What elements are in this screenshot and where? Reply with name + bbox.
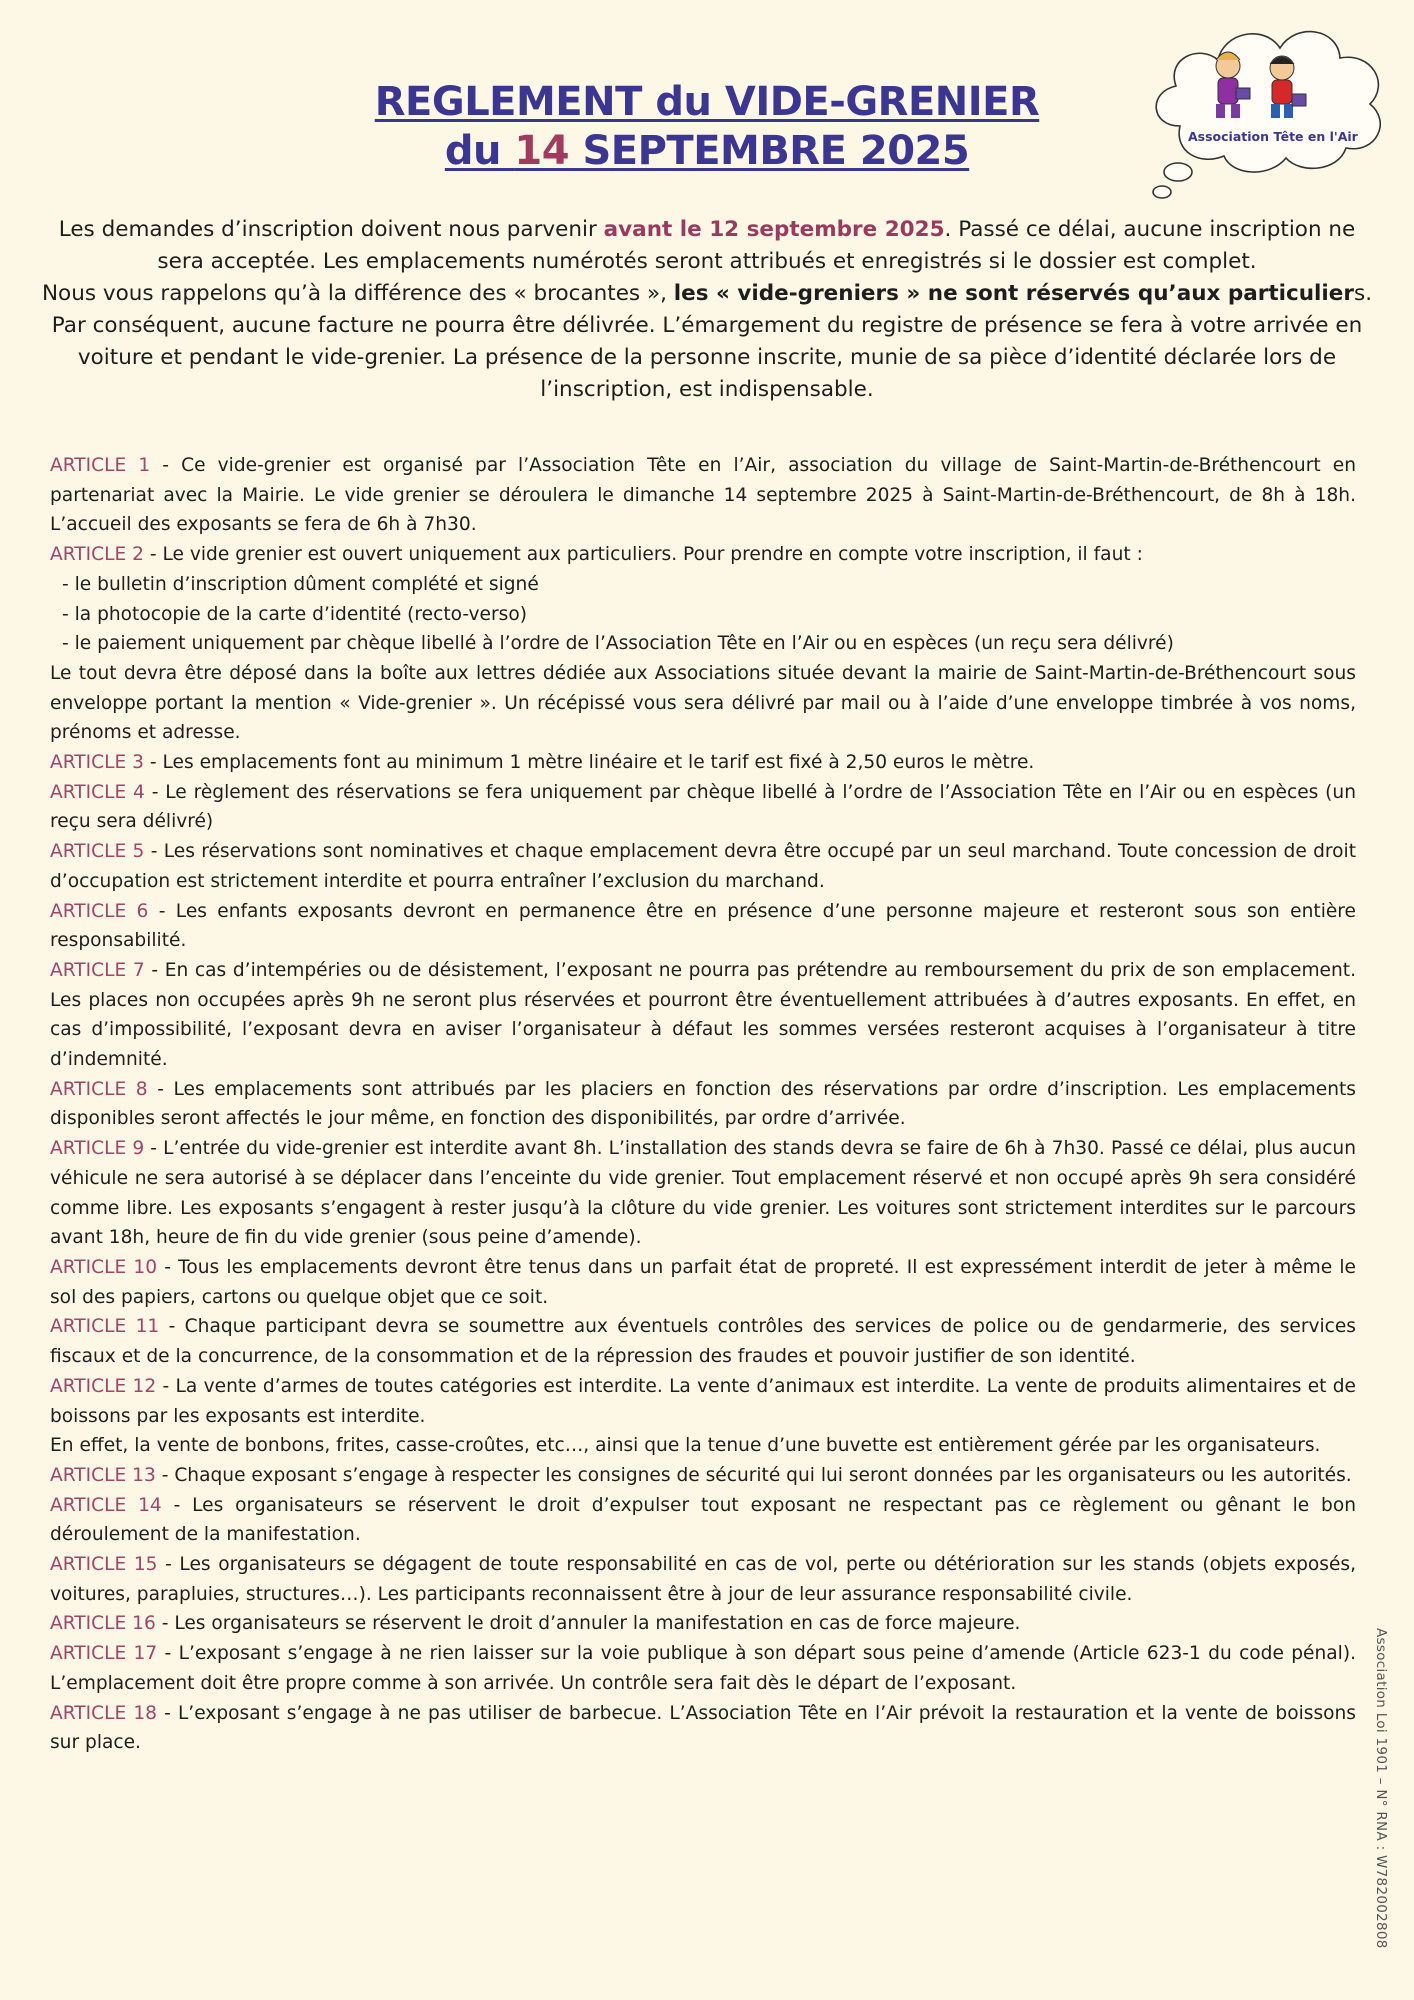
intro-p2-bold: les « vide-greniers » ne sont réservés qu’aux particulier bbox=[673, 281, 1354, 306]
article-2 bbox=[50, 540, 1356, 570]
logo-caption: Association Tête en l'Air bbox=[1188, 129, 1358, 144]
article-text: - En cas d’intempéries ou de désistement, l’exposant ne pourra pas prétendre au remboursement du prix de son emplacement. Les places non occupées après 9h ne seront plus réservées et pourront être éventuellement attribuées à d’autres exposants. En effet, en cas d’impossibilité, l’exposant devra en aviser l’organisateur à défaut les sommes versées resteront acquises à l’organisateur à titre d’indemnité. bbox=[50, 959, 1356, 1071]
article-text: - L’exposant s’engage à ne rien laisser sur la voie publique à son départ sous peine d’amende (Article 623-1 du code pénal). L’emplacement doit être propre comme à son arrivée. Un contrôle sera fait dès le départ de l’exposant. bbox=[50, 1643, 1356, 1694]
title-suffix: SEPTEMBRE 2025 bbox=[569, 128, 970, 174]
list-item: - la photocopie de la carte d’identité (recto-verso) bbox=[62, 603, 527, 625]
article-text: - L’exposant s’engage à ne pas utiliser de barbecue. L’Association Tête en l’Air prévoit la restauration et la vente de boissons sur place. bbox=[50, 1702, 1356, 1754]
article-label: ARTICLE 5 bbox=[50, 841, 145, 863]
article-text: - La vente d’armes de toutes catégories est interdite. La vente d’animaux est interdite. La vente de produits alimentaires et de boissons par les exposants est interdite. bbox=[50, 1375, 1356, 1427]
rna-footer: Association Loi 1901 – N° RNA : W782002808 bbox=[1373, 1628, 1389, 1949]
article-label: ARTICLE 2 bbox=[50, 544, 144, 566]
article-label: ARTICLE 6 bbox=[50, 900, 149, 922]
article-label: ARTICLE 1 bbox=[50, 455, 151, 476]
article-text: - Les organisateurs se réservent le droit d’annuler la manifestation en cas de force majeure. bbox=[155, 1613, 1021, 1635]
intro-p2-start: Nous vous rappelons qu’à la différence des « brocantes », bbox=[41, 281, 674, 306]
article-label: ARTICLE 12 bbox=[50, 1375, 157, 1397]
article-13 bbox=[50, 1461, 1356, 1491]
intro-p2-end: s. Par conséquent, aucune facture ne pourra être délivrée. L’émargement du registre de présence se fera à votre arrivée en voiture et pendant le vide-grenier. La présence de la personne inscrite, munie de sa pièce d’identité déclarée lors de l’inscription, est indispensable. bbox=[51, 281, 1373, 402]
article-label: ARTICLE 13 bbox=[50, 1464, 156, 1486]
article-15 bbox=[50, 1550, 1356, 1609]
article-label: ARTICLE 15 bbox=[50, 1554, 158, 1576]
article-label: ARTICLE 4 bbox=[50, 781, 145, 803]
article-label: ARTICLE 10 bbox=[50, 1256, 158, 1278]
article-text: - Les réservations sont nominatives et chaque emplacement devra être occupé par un seul marchand. Toute concession de droit d’occupation est strictement interdite et pourra entraîner l’exclusion du marchand. bbox=[50, 841, 1356, 892]
article-text: - Chaque exposant s’engage à respecter les consignes de sécurité qui lui seront données par les organisateurs ou les autorités. bbox=[155, 1464, 1352, 1486]
article-text: - L’entrée du vide-grenier est interdite avant 8h. L’installation des stands devra se faire de 6h à 7h30. Passé ce délai, plus aucun véhicule ne sera autorisé à se déplacer dans l’enceinte du vide grenier. Tout emplacement réservé et non occupé après 9h sera considéré comme libre. Les exposants s’engagent à rester jusqu’à la clôture du vide grenier. Les voitures sont strictement interdites sur le parcours avant 18h, heure de fin du vide grenier (sous peine d’amende). bbox=[50, 1138, 1356, 1249]
list-item: - le bulletin d’inscription dûment complété et signé bbox=[62, 573, 539, 595]
article-10 bbox=[50, 1253, 1356, 1312]
article-16 bbox=[50, 1609, 1356, 1639]
article-label: ARTICLE 16 bbox=[50, 1613, 156, 1635]
article-text: - Chaque participant devra se soumettre aux éventuels contrôles des services de police ou de gendarmerie, des services fiscaux et de la concurrence, de la consommation et de la répression des fraudes et pouvoir justifier de son identité. bbox=[50, 1316, 1356, 1368]
article-text: - Les organisateurs se dégagent de toute responsabilité en cas de vol, perte ou détérioration sur les stands (objets exposés, voitures, parapluies, structures…). Les participants reconnaissent être à jour de leur assurance responsabilité civile. bbox=[50, 1554, 1356, 1605]
articles-list bbox=[50, 451, 1356, 1758]
article-label: ARTICLE 11 bbox=[50, 1316, 160, 1338]
title-day: 14 bbox=[514, 128, 570, 174]
title-prefix: du bbox=[444, 128, 515, 174]
article-2-continuation: Le tout devra être déposé dans la boîte aux lettres dédiée aux Associations située devant la mairie de Saint-Martin-de-Bréthencourt sous enveloppe portant la mention « Vide-grenier ». Un récépissé vous sera délivré par mail ou à l’aide d’une enveloppe timbrée à vos noms, prénoms et adresse. bbox=[50, 662, 1356, 744]
intro-p1-end: . Passé ce délai, aucune inscription ne sera acceptée. Les emplacements numérotés seront attribués et enregistrés si le dossier est complet. bbox=[157, 217, 1356, 274]
title-line-1: REGLEMENT du VIDE-GRENIER bbox=[374, 79, 1040, 125]
article-text: - Ce vide-grenier est organisé par l’Association Tête en l’Air, association du village de Saint-Martin-de-Bréthencourt en partenariat avec la Mairie. Le vide grenier se déroulera le dimanche 14 septembre 2025 à Saint-Martin-de-Bréthencourt, de 8h à 18h. L’accueil des exposants se fera de 6h à 7h30. bbox=[50, 455, 1356, 536]
article-14 bbox=[50, 1491, 1356, 1550]
intro-p1-start: Les demandes d’inscription doivent nous parvenir bbox=[58, 217, 604, 242]
article-4 bbox=[50, 778, 1356, 837]
article-7 bbox=[50, 956, 1356, 1075]
article-1 bbox=[50, 451, 1356, 540]
article-11 bbox=[50, 1312, 1356, 1371]
article-17 bbox=[50, 1639, 1356, 1698]
article-5 bbox=[50, 837, 1356, 896]
article-label: ARTICLE 3 bbox=[50, 752, 144, 774]
article-label: ARTICLE 9 bbox=[50, 1138, 145, 1160]
article-text: - Le vide grenier est ouvert uniquement aux particuliers. Pour prendre en compte votre inscription, il faut : bbox=[143, 544, 1143, 566]
article-text: - Les enfants exposants devront en permanence être en présence d’une personne majeure et resteront sous son entière responsabilité. bbox=[50, 900, 1356, 952]
article-text: - Tous les emplacements devront être tenus dans un parfait état de propreté. Il est expressément interdit de jeter à même le sol des papiers, cartons ou quelque objet que ce soit. bbox=[50, 1256, 1356, 1308]
article-12-continuation: En effet, la vente de bonbons, frites, casse-croûtes, etc…, ainsi que la tenue d’une buvette est entièrement gérée par les organisateurs. bbox=[50, 1435, 1321, 1457]
article-text: - Les emplacements font au minimum 1 mètre linéaire et le tarif est fixé à 2,50 euros le mètre. bbox=[143, 752, 1035, 774]
article-3 bbox=[50, 748, 1356, 778]
association-logo bbox=[1140, 14, 1400, 204]
article-label: ARTICLE 8 bbox=[50, 1078, 148, 1100]
article-6 bbox=[50, 897, 1356, 956]
article-label: ARTICLE 14 bbox=[50, 1494, 162, 1516]
intro-text bbox=[40, 214, 1374, 406]
intro-deadline: avant le 12 septembre 2025 bbox=[603, 217, 945, 242]
article-text: - Les organisateurs se réservent le droit d’expulser tout exposant ne respectant pas ce règlement ou gênant le bon déroulement de la manifestation. bbox=[50, 1494, 1356, 1546]
article-8 bbox=[50, 1075, 1356, 1134]
list-item: - le paiement uniquement par chèque libellé à l’ordre de l’Association Tête en l’Air ou en espèces (un reçu sera délivré) bbox=[62, 633, 1174, 655]
article-text: - Le règlement des réservations se fera uniquement par chèque libellé à l’ordre de l’Association Tête en l’Air ou en espèces (un reçu sera délivré) bbox=[50, 781, 1356, 833]
article-label: ARTICLE 17 bbox=[50, 1643, 158, 1665]
article-9 bbox=[50, 1134, 1356, 1253]
article-18 bbox=[50, 1699, 1356, 1758]
article-label: ARTICLE 7 bbox=[50, 959, 145, 981]
article-12 bbox=[50, 1372, 1356, 1431]
thought-cloud-icon bbox=[1140, 14, 1400, 204]
article-label: ARTICLE 18 bbox=[50, 1702, 157, 1724]
article-text: - Les emplacements sont attribués par les placiers en fonction des réservations par ordre d’inscription. Les emplacements disponibles seront affectés le jour même, en fonction des disponibilités, par ordre d’arrivée. bbox=[50, 1078, 1356, 1130]
